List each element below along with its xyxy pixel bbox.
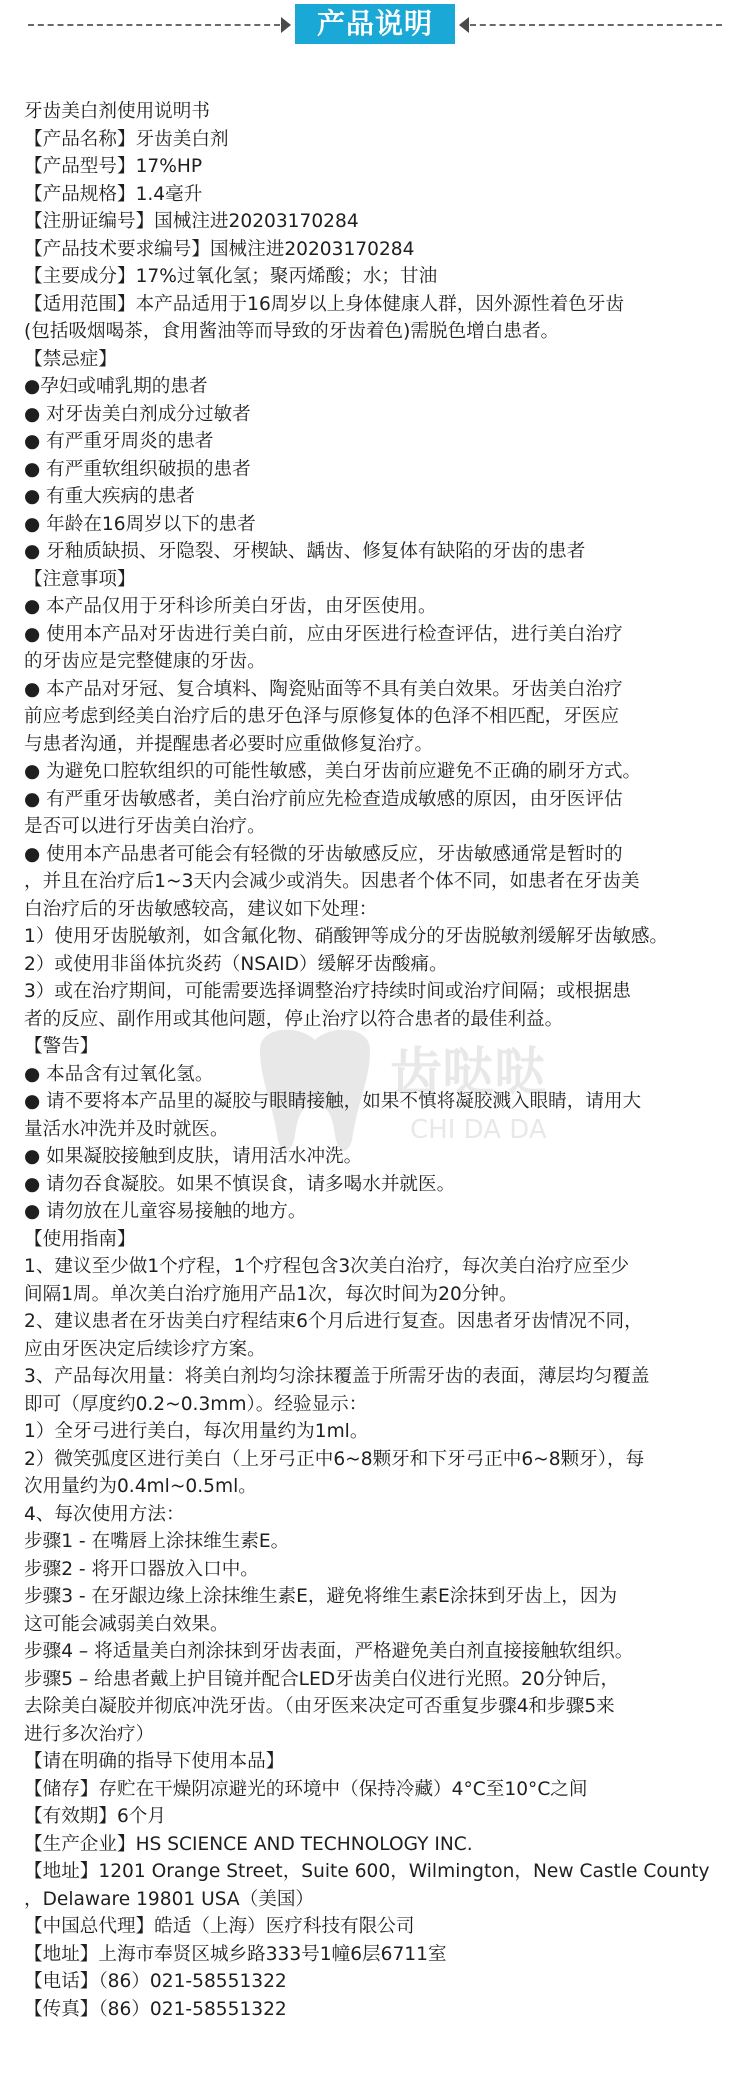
section-header	[0, 0, 750, 48]
watermark-text: CHI DA DA	[410, 1115, 547, 1145]
text-line: 【地址】1201 Orange Street，Suite 600，Wilmington，New Castle County	[24, 1861, 710, 1882]
text-line: ● 请勿吞食凝胶。如果不慎误食，请多喝水并就医。	[24, 1173, 456, 1195]
text-line: 【电话】（86）021-58551322	[24, 1971, 287, 1992]
text-line: 3）或在治疗期间，可能需要选择调整治疗持续时间或治疗间隔；或根据患	[24, 981, 631, 1002]
text-line: 即可（厚度约0.2~0.3mm）。经验显示：	[24, 1393, 368, 1415]
text-line: 去除美白凝胶并彻底冲洗牙齿。（由牙医来决定可否重复步骤4和步骤5来	[24, 1696, 615, 1717]
text-line: 2）或使用非甾体抗炎药（NSAID）缓解牙齿酸痛。	[24, 953, 448, 975]
text-line: 步骤3 - 在牙龈边缘上涂抹维生素E，避免将维生素E涂抹到牙齿上，因为	[24, 1586, 618, 1607]
text-line: 与患者沟通，并提醒患者必要时应重做修复治疗。	[24, 733, 434, 755]
text-line: 进行多次治疗）	[24, 1723, 155, 1745]
text-line: ●孕妇或哺乳期的患者	[24, 376, 208, 397]
text-line: 3、产品每次用量：将美白剂均匀涂抹覆盖于所需牙齿的表面，薄层均匀覆盖	[24, 1366, 650, 1387]
text-line: ● 牙釉质缺损、牙隐裂、牙楔缺、龋齿、修复体有缺陷的牙齿的患者	[24, 541, 586, 562]
instructions-body	[24, 98, 744, 2023]
text-line: 【主要成分】17%过氧化氢；聚丙烯酸；水；甘油	[24, 266, 438, 287]
text-line: 【中国总代理】皓适（上海）医疗科技有限公司	[24, 1916, 415, 1937]
header-dashed-rule-right	[470, 24, 722, 26]
text-line: 【地址】上海市奉贤区城乡路333号1幢6层6711室	[24, 1943, 447, 1965]
text-line: 【传真】（86）021-58551322	[24, 1998, 287, 2020]
text-line: ● 有严重牙齿敏感者，美白治疗前应先检查造成敏感的原因，由牙医评估	[24, 788, 623, 810]
text-line: ● 本产品对牙冠、复合填料、陶瓷贴面等不具有美白效果。牙齿美白治疗	[24, 678, 623, 700]
text-line: 【生产企业】HS SCIENCE AND TECHNOLOGY INC.	[24, 1833, 473, 1855]
text-line: 【有效期】6个月	[24, 1806, 166, 1827]
text-line: 【注册证编号】国械注进20203170284	[24, 211, 359, 232]
text-line: 量活水冲洗并及时就医。	[24, 1118, 229, 1140]
text-line: 1）全牙弓进行美白，每次用量约为1ml。	[24, 1421, 369, 1442]
text-line: (包括吸烟喝茶，食用酱油等而导致的牙齿着色)需脱色增白患者。	[24, 321, 560, 342]
text-line: 【注意事项】	[24, 568, 136, 590]
text-line: 步骤1 - 在嘴唇上涂抹维生素E。	[24, 1531, 290, 1552]
header-arrow-left-icon	[459, 17, 469, 33]
text-line: ，Delaware 19801 USA（美国）	[24, 1888, 315, 1910]
header-dashed-rule-left	[28, 24, 280, 26]
svg-text:齿哒哒: 齿哒哒	[390, 1043, 547, 1103]
text-line: ● 本品含有过氧化氢。	[24, 1063, 214, 1085]
text-line: ● 有重大疾病的患者	[24, 486, 195, 507]
text-line: 步骤5 – 给患者戴上护目镜并配合LED牙齿美白仪进行光照。20分钟后，	[24, 1668, 620, 1690]
text-line: 应由牙医决定后续诊疗方案。	[24, 1338, 266, 1360]
text-line: ● 使用本产品对牙齿进行美白前，应由牙医进行检查评估，进行美白治疗	[24, 623, 623, 645]
text-line: 【禁忌症】	[24, 348, 117, 370]
text-line: ● 为避免口腔软组织的可能性敏感，美白牙齿前应避免不正确的刷牙方式。	[24, 761, 642, 782]
text-line: 【警告】	[24, 1036, 99, 1057]
text-line: 前应考虑到经美白治疗后的患牙色泽与原修复体的色泽不相匹配，牙医应	[24, 706, 620, 727]
text-line: 【储存】存贮在干燥阴凉避光的环境中（保持冷藏）4°C至10°C之间	[24, 1778, 588, 1800]
text-line: 者的反应、副作用或其他问题，停止治疗以符合患者的最佳利益。	[24, 1008, 564, 1030]
text-line: ● 请勿放在儿童容易接触的地方。	[24, 1201, 307, 1222]
text-line: 【请在明确的指导下使用本品】	[24, 1751, 285, 1772]
text-line: 间隔1周。单次美白治疗施用产品1次，每次时间为20分钟。	[24, 1283, 518, 1305]
text-line: 步骤4 – 将适量美白剂涂抹到牙齿表面，严格避免美白剂直接接触软组织。	[24, 1641, 634, 1662]
text-line: 牙齿美白剂使用说明书	[24, 101, 210, 122]
text-line: ● 有严重牙周炎的患者	[24, 431, 214, 452]
header-arrow-right-icon	[281, 17, 291, 33]
text-line: ● 对牙齿美白剂成分过敏者	[24, 403, 251, 425]
text-line: 这可能会减弱美白效果。	[24, 1613, 229, 1635]
text-line: 2）微笑弧度区进行美白（上牙弓正中6~8颗牙和下牙弓正中6~8颗牙），每	[24, 1448, 645, 1470]
text-line: 1、建议至少做1个疗程，1个疗程包含3次美白治疗，每次美白治疗应至少	[24, 1256, 630, 1277]
text-line: ● 有严重软组织破损的患者	[24, 458, 251, 480]
text-line: 【产品名称】牙齿美白剂	[24, 128, 229, 150]
text-line: ● 年龄在16周岁以下的患者	[24, 513, 256, 535]
text-line: 4、每次使用方法：	[24, 1503, 185, 1525]
text-line: ● 使用本产品患者可能会有轻微的牙齿敏感反应，牙齿敏感通常是暂时的	[24, 843, 623, 865]
text-line: 【产品规格】1.4毫升	[24, 183, 203, 205]
text-line: 【使用指南】	[24, 1228, 136, 1250]
text-line: ● 请不要将本产品里的凝胶与眼睛接触，如果不慎将凝胶溅入眼睛，请用大	[24, 1091, 642, 1112]
text-line: ● 如果凝胶接触到皮肤，请用活水冲洗。	[24, 1146, 363, 1167]
text-line: 的牙齿应是完整健康的牙齿。	[24, 651, 266, 672]
text-line: ● 本产品仅用于牙科诊所美白牙齿，由牙医使用。	[24, 596, 437, 617]
text-line: ，并且在治疗后1~3天内会减少或消失。因患者个体不同，如患者在牙齿美	[24, 871, 640, 892]
text-line: 1）使用牙齿脱敏剂，如含氟化物、硝酸钾等成分的牙齿脱敏剂缓解牙齿敏感。	[24, 926, 669, 947]
text-line: 次用量约为0.4ml~0.5ml。	[24, 1476, 257, 1497]
text-line: 2、建议患者在牙齿美白疗程结束6个月后进行复查。因患者牙齿情况不同，	[24, 1311, 643, 1332]
text-line: 是否可以进行牙齿美白治疗。	[24, 816, 266, 837]
text-line: 白治疗后的牙齿敏感较高，建议如下处理：	[24, 898, 378, 920]
text-line: 【适用范围】本产品适用于16周岁以上身体健康人群，因外源性着色牙齿	[24, 293, 625, 315]
text-line: 【产品型号】17%HP	[24, 156, 203, 177]
text-line: 【产品技术要求编号】国械注进20203170284	[24, 238, 415, 260]
text-line: 步骤2 - 将开口器放入口中。	[24, 1558, 259, 1580]
section-title: 产品说明	[295, 4, 455, 44]
